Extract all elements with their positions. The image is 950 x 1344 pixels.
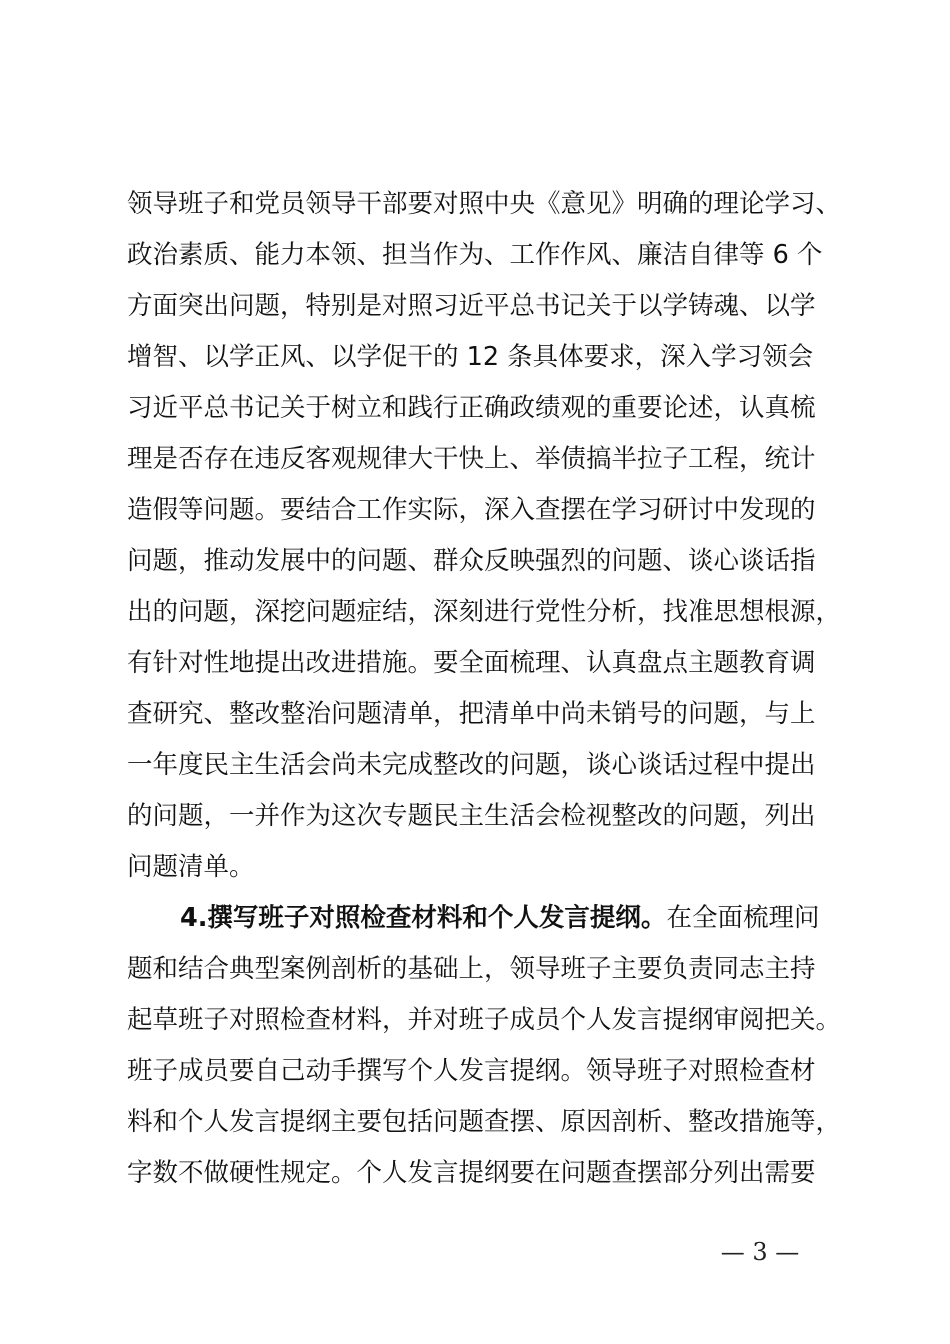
paragraph-1-line-4: 增智、以学正风、以学促干的 12 条具体要求，深入学习领会	[127, 342, 814, 372]
paragraph-1-line-13: 的问题，一并作为这次专题民主生活会检视整改的问题，列出	[127, 801, 816, 831]
paragraph-1-line-9: 出的问题，深挖问题症结，深刻进行党性分析，找准思想根源，	[127, 597, 842, 627]
paragraph-2-line-2: 题和结合典型案例剖析的基础上，领导班子主要负责同志主持	[127, 954, 816, 984]
paragraph-1-line-6: 理是否存在违反客观规律大干快上、举债搞半拉子工程，统计	[127, 444, 816, 474]
page-number: — 3 —	[720, 1238, 800, 1266]
paragraph-2-line-5: 料和个人发言提纲主要包括问题查摆、原因剖析、整改措施等，	[127, 1107, 842, 1137]
paragraph-1-line-1: 领导班子和党员领导干部要对照中央《意见》明确的理论学习、	[127, 189, 842, 219]
paragraph-1-line-14: 问题清单。	[127, 852, 255, 882]
paragraph-2-first-line	[180, 898, 819, 938]
paragraph-1-line-11: 查研究、整改整治问题清单，把清单中尚未销号的问题，与上	[127, 699, 816, 729]
paragraph-1-line-5: 习近平总书记关于树立和践行正确政绩观的重要论述，认真梳	[127, 393, 816, 423]
paragraph-1-line-8: 问题，推动发展中的问题、群众反映强烈的问题、谈心谈话指	[127, 546, 816, 576]
paragraph-1-line-2: 政治素质、能力本领、担当作为、工作作风、廉洁自律等 6 个	[127, 240, 823, 270]
paragraph-1-line-12: 一年度民主生活会尚未完成整改的问题，谈心谈话过程中提出	[127, 750, 816, 780]
paragraph-2-line-6: 字数不做硬性规定。个人发言提纲要在问题查摆部分列出需要	[127, 1158, 816, 1188]
section-4-heading: 4.撰写班子对照检查材料和个人发言提纲。	[180, 903, 667, 933]
paragraph-2-line-3: 起草班子对照检查材料，并对班子成员个人发言提纲审阅把关。	[127, 1005, 842, 1035]
paragraph-1-line-10: 有针对性地提出改进措施。要全面梳理、认真盘点主题教育调	[127, 648, 816, 678]
paragraph-1-line-3: 方面突出问题，特别是对照习近平总书记关于以学铸魂、以学	[127, 291, 816, 321]
paragraph-1-line-7: 造假等问题。要结合工作实际，深入查摆在学习研讨中发现的	[127, 495, 816, 525]
paragraph-2-line-4: 班子成员要自己动手撰写个人发言提纲。领导班子对照检查材	[127, 1056, 816, 1086]
paragraph-2-first-line-rest: 在全面梳理问	[666, 903, 820, 933]
